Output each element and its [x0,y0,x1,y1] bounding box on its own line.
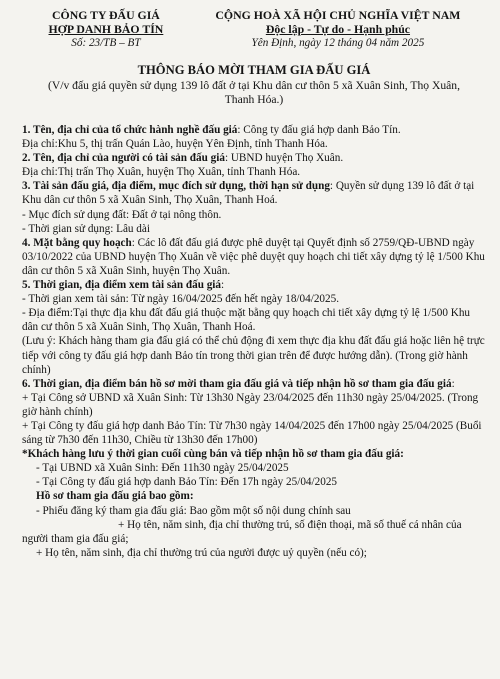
section-5-note-text: (Lưu ý: Khách hàng tham gia đấu giá có thể chủ động đi xem thực địa khu đất đấu giá hoặc liên hệ trực tiếp với công ty đấu giá hợp danh Bảo tín trong thời gian trên để được hướng dẫn). [22,335,485,362]
section-5-note [22,334,486,376]
section-4-label: 4. Mặt bằng quy hoạch [22,236,132,249]
section-6-dossier-1b-text: + Họ tên, năm sinh, địa chỉ thường trú của người được uỷ quyền (nếu có); [36,546,367,559]
nation-title: CỘNG HOÀ XÃ HỘI CHỦ NGHĨA VIỆT NAM [215,8,461,22]
section-6-deadline-label: *Khách hàng lưu ý thời gian cuối cùng bán và tiếp nhận hồ sơ tham gia đấu giá: [22,448,404,461]
section-5-place: - Địa điểm:Tại thực địa khu đất đấu giá thuộc mặt bằng quy hoạch chi tiết xây dựng tỷ lệ 1/500 Khu dân cư thôn 5 xã Xuân Sinh, Thọ Xuân, Thanh Hoá. [22,307,471,334]
section-6-deadline-1: - Tại UBND xã Xuân Sinh: Đến 11h30 ngày 25/04/2025 [36,462,289,475]
section-1-address: Địa chỉ:Khu 5, thị trấn Quán Lào, huyện Yên Định, tỉnh Thanh Hóa. [22,138,328,151]
section-6-label: 6. Thời gian, địa điểm bán hồ sơ mời tham gia đấu giá và tiếp nhận hồ sơ tham gia đấu giá [22,377,452,390]
section-6-dossier-1a-text: + Họ tên, năm sinh, địa chỉ thường trú, số điện thoại, mã số thuế cá nhân của người tham gia đấu giá; [22,518,462,545]
section-1 [22,123,486,137]
document-header [22,8,486,50]
section-6-item-1: + Tại Công sở UBND xã Xuân Sinh: Từ 13h30 Ngày 23/04/2025 đến 11h30 ngày 25/04/2025. (Trong giờ hành chính) [22,391,479,418]
place-and-date: Yên Định, ngày 12 tháng 04 năm 2025 [251,37,425,49]
section-2-label: 2. Tên, địa chỉ của người có tài sản đấu giá [22,152,225,165]
section-2 [22,151,486,165]
national-motto-block [190,8,486,50]
nation-motto: Độc lập - Tự do - Hạnh phúc [265,22,411,36]
section-2-address: Địa chỉ:Thị trấn Thọ Xuân, huyện Thọ Xuân, tỉnh Thanh Hóa. [22,166,301,179]
section-4 [22,236,486,278]
section-5-note-hours: (Trong giờ hành chính) [22,349,468,376]
issuer-block [22,8,190,50]
section-6-dossier-1: - Phiếu đăng ký tham gia đấu giá: Bao gồm một số nội dung chính sau [36,504,351,517]
document-number: Số: 23/TB – BT [71,37,141,49]
issuer-name-line2: HỢP DANH BẢO TÍN [48,22,164,36]
section-3-text: : Quyền sử dụng 139 lô đất ở tại Khu dân cư thôn 5 xã Xuân Sinh, Thọ Xuân, Thanh Hoá. [22,180,475,207]
section-6-colon: : [451,377,455,390]
section-5-label: 5. Thời gian, địa điểm xem tài sản đấu giá [22,279,222,292]
section-5-time: - Thời gian xem tài sản: Từ ngày 16/04/2025 đến hết ngày 18/04/2025. [22,293,340,306]
section-3-purpose: - Mục đích sử dụng đất: Đất ở tại nông thôn. [22,208,222,221]
section-6-item-2: + Tại Công ty đấu giá hợp danh Bảo Tín: Từ 7h30 ngày 14/04/2025 đến 17h00 ngày 25/04/2025 (Buổi sáng từ 7h30 đến 11h30, Chiều từ 13h30 đến 17h00) [22,419,482,447]
issuer-name-line1: CÔNG TY ĐẤU GIÁ [52,8,160,22]
document-title: THÔNG BÁO MỜI THAM GIA ĐẤU GIÁ [137,63,371,77]
section-6 [22,377,486,391]
section-4-text: : Các lô đất đấu giá được phê duyệt tại Quyết định số 2759/QĐ-UBND ngày 03/10/2022 của UBND huyện Thọ Xuân về việc phê duyệt quy hoạch chi tiết xây dựng tỷ lệ 1/500 Khu dân cư thôn 5 xã Xuân Sinh, huyện Thọ Xuân. [22,236,485,277]
section-2-text: : UBND huyện Thọ Xuân. [224,152,344,165]
section-6-dossier-label: Hồ sơ tham gia đấu giá bao gồm: [36,490,194,503]
section-1-text: : Công ty đấu giá hợp danh Bảo Tín. [237,124,401,136]
document-subtitle: (V/v đấu giá quyền sử dụng 139 lô đất ở tại Khu dân cư thôn 5 xã Xuân Sinh, Thọ Xuân, Thanh Hóa.) [48,79,460,106]
document-body [22,123,486,560]
section-5 [22,278,486,292]
section-6-dossier-1b [22,546,486,560]
section-3-duration: - Thời gian sử dụng: Lâu dài [22,222,150,235]
section-6-deadline-2: - Tại Công ty đấu giá hợp danh Bảo Tín: Đến 17h ngày 25/04/2025 [36,476,338,489]
section-3-label: 3. Tài sản đấu giá, địa điểm, mục đích sử dụng, thời hạn sử dụng [22,180,330,193]
section-5-colon: : [221,279,225,292]
section-1-label: 1. Tên, địa chỉ của tổ chức hành nghề đấu giá [22,124,238,136]
section-3 [22,179,486,207]
section-6-dossier-1a [22,518,486,546]
